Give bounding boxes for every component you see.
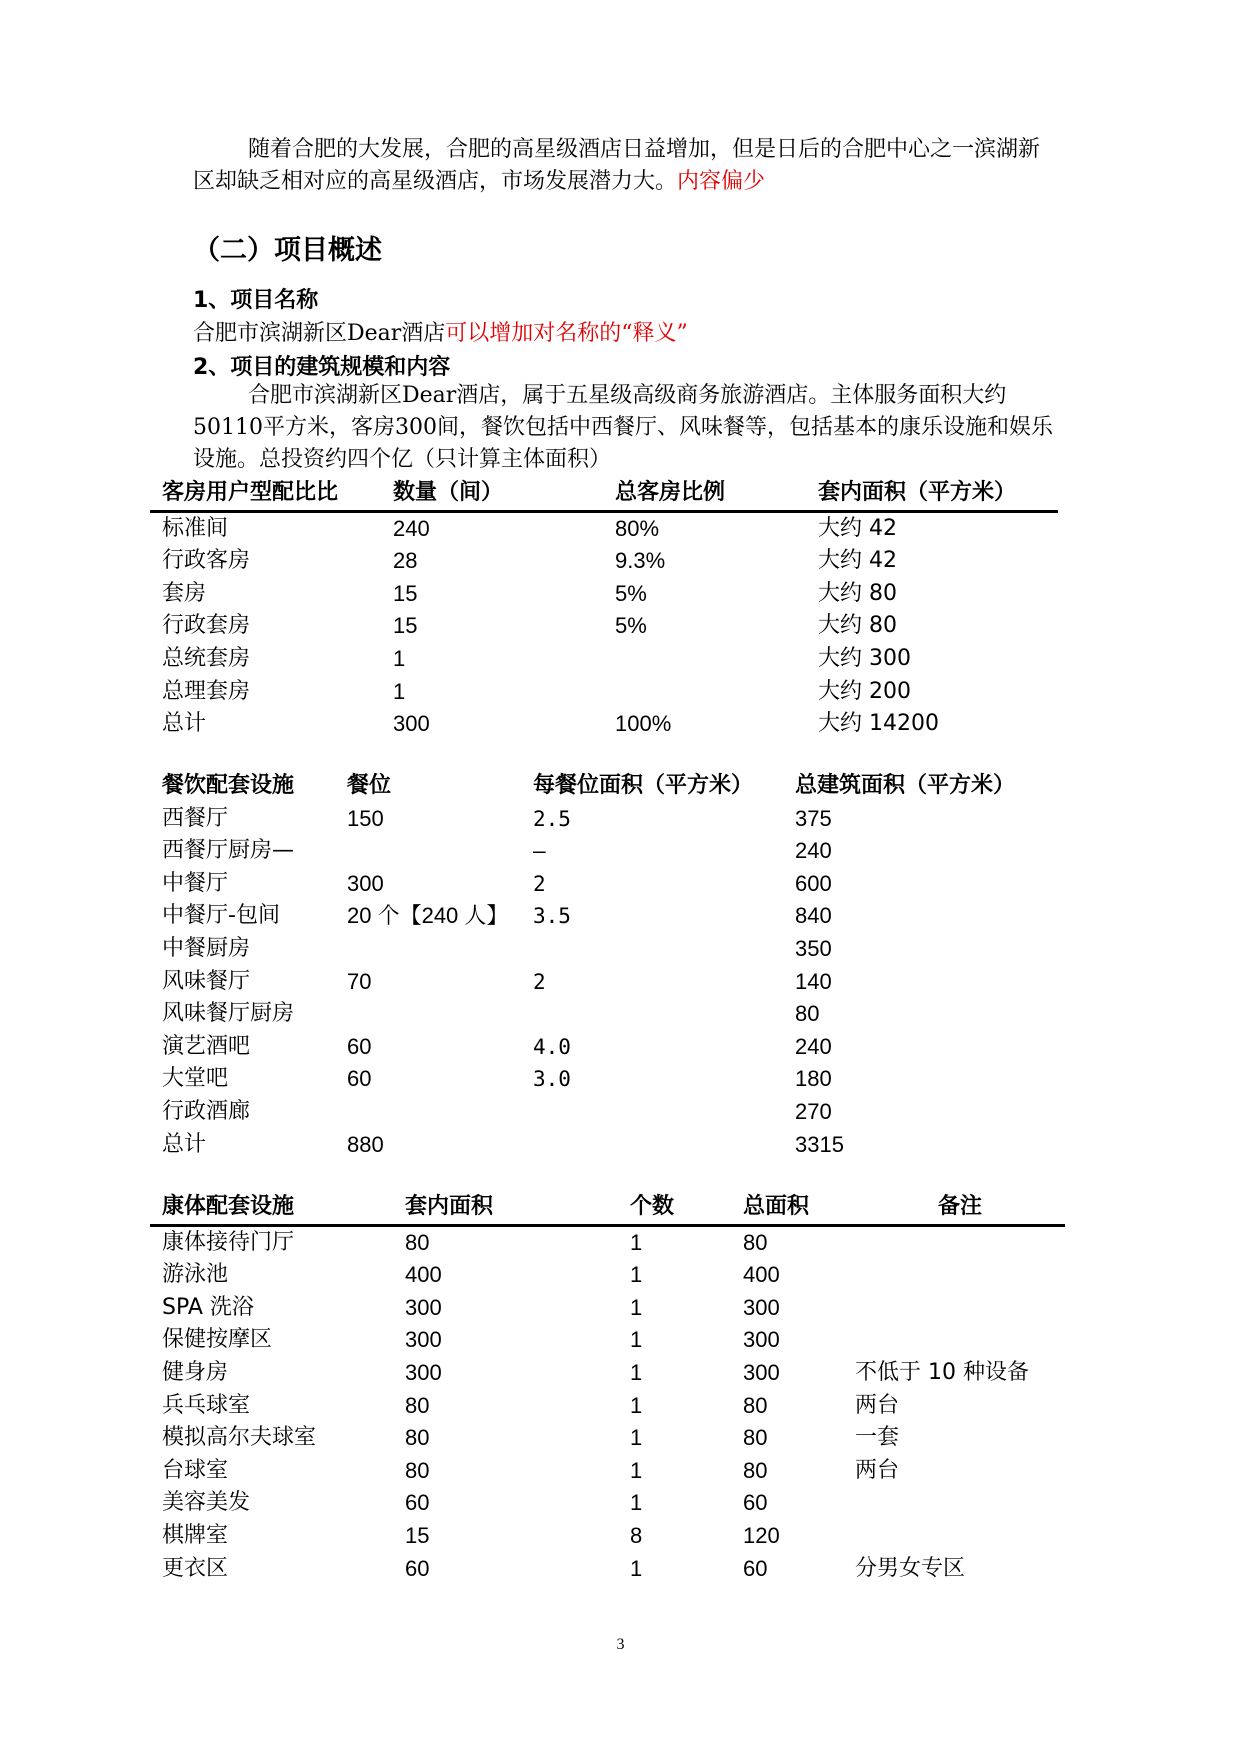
- table-cell: 大约 80: [818, 580, 897, 606]
- table-cell: 60: [405, 1555, 430, 1581]
- table-cell: [533, 933, 795, 966]
- table-cell: 1: [630, 1359, 643, 1385]
- table-cell: 80: [405, 1392, 430, 1418]
- table-row: [150, 545, 1058, 578]
- table-cell: [855, 1487, 1065, 1520]
- table-header-cell: 套内面积（平方米）: [818, 477, 1058, 511]
- subsection-title-name: 1、项目名称: [193, 288, 319, 313]
- table-cell: 5%: [615, 613, 647, 639]
- table-header-row: [150, 770, 1058, 803]
- table-cell: 总统套房: [162, 645, 251, 671]
- table-cell: 行政套房: [162, 613, 251, 639]
- scale-paragraph: [193, 380, 1058, 476]
- table-cell: 模拟高尔夫球室: [162, 1425, 317, 1451]
- table-cell: 240: [393, 515, 430, 541]
- table-cell: 1: [630, 1555, 643, 1581]
- subsection-title-scale: 2、项目的建筑规模和内容: [193, 355, 451, 380]
- table-row: [150, 835, 1058, 868]
- table-header-row: [150, 477, 1058, 511]
- table-cell: [855, 1225, 1065, 1259]
- table-cell: 5%: [615, 580, 647, 606]
- table-row: [150, 610, 1058, 643]
- table-cell: [533, 998, 795, 1031]
- table-cell: 80: [405, 1457, 430, 1483]
- table-cell: 1: [630, 1490, 643, 1516]
- table-cell: 300: [743, 1327, 780, 1353]
- intro-text: 随着合肥的大发展，合肥的高星级酒店日益增加，但是日后的合肥中心之一滨湖新区却缺乏相对应的高星级酒店，市场发展潜力大。: [193, 137, 1041, 194]
- table-row: [150, 1357, 1065, 1390]
- table-header-cell: 餐饮配套设施: [162, 773, 295, 798]
- table-cell: 100%: [615, 711, 672, 737]
- table-cell: 150: [347, 805, 384, 831]
- table-cell: 美容美发: [162, 1490, 251, 1516]
- table-cell: 演艺酒吧: [162, 1033, 251, 1059]
- table-cell: 350: [795, 935, 832, 961]
- table-cell: 80: [743, 1457, 768, 1483]
- rooms-table: [150, 477, 1058, 741]
- table-cell: 保健按摩区: [162, 1327, 273, 1353]
- table-row: [150, 868, 1058, 901]
- table-header-cell: 总客房比例: [615, 477, 818, 511]
- project-name-line: [193, 316, 688, 347]
- table-cell: 60: [405, 1490, 430, 1516]
- table-header-cell: 数量（间）: [393, 477, 615, 511]
- table-cell: [347, 998, 533, 1031]
- table-cell: 240: [795, 838, 832, 864]
- table-cell: [615, 643, 818, 676]
- table-cell: 300: [393, 711, 430, 737]
- table-cell: 大约 200: [818, 678, 911, 704]
- table-cell: 9.3%: [615, 548, 666, 574]
- table-cell: 3.0: [533, 1067, 571, 1092]
- table-cell: 120: [743, 1522, 780, 1548]
- table-cell: 80: [743, 1392, 768, 1418]
- review-comment: 内容偏少: [677, 169, 766, 194]
- table-cell: 15: [393, 613, 418, 639]
- table-cell: 一套: [855, 1425, 900, 1451]
- table-cell: 大约 14200: [818, 711, 939, 737]
- table-cell: 中餐厅: [162, 870, 229, 896]
- table-cell: 1: [393, 678, 406, 704]
- table-cell: [533, 1096, 795, 1129]
- table-cell: 康体接待门厅: [162, 1229, 295, 1255]
- table-cell: 两台: [855, 1457, 900, 1483]
- table-cell: [347, 933, 533, 966]
- table-row: [150, 1129, 1058, 1162]
- table-header-row: [150, 1191, 1065, 1225]
- table-cell: 28: [393, 548, 418, 574]
- review-comment: 可以增加对名称的“释义”: [445, 321, 688, 346]
- table-row: [150, 1390, 1065, 1423]
- table-cell: 300: [743, 1294, 780, 1320]
- table-cell: 60: [347, 1033, 372, 1059]
- page-number: 3: [616, 1636, 625, 1653]
- table-cell: 300: [743, 1359, 780, 1385]
- table-cell: 游泳池: [162, 1262, 229, 1288]
- table-cell: 中餐厅-包间: [162, 903, 280, 929]
- table-row: [150, 933, 1058, 966]
- table-cell: 1: [393, 645, 406, 671]
- table-row: [150, 1292, 1065, 1325]
- table-cell: 300: [347, 870, 384, 896]
- table-row: [150, 578, 1058, 611]
- table-cell: 大约 80: [818, 613, 897, 639]
- table-header-cell: 餐位: [347, 773, 392, 798]
- table-cell: 1: [630, 1457, 643, 1483]
- table-row: [150, 676, 1058, 709]
- table-cell: 4.0: [533, 1034, 571, 1059]
- table-cell: 300: [405, 1294, 442, 1320]
- intro-paragraph: [193, 134, 1058, 198]
- table-cell: 400: [743, 1262, 780, 1288]
- table-cell: 3.5: [533, 904, 571, 929]
- table-header-cell: 每餐位面积（平方米）: [533, 773, 754, 798]
- table-header-cell: 备注: [855, 1191, 1065, 1225]
- table-cell: 行政酒廊: [162, 1098, 251, 1124]
- table-cell: 1: [630, 1392, 643, 1418]
- table-cell: 套房: [162, 580, 207, 606]
- table-row: [150, 1422, 1065, 1455]
- table-cell: 总理套房: [162, 678, 251, 704]
- table-cell: 1: [630, 1294, 643, 1320]
- table-row: [150, 708, 1058, 741]
- table-cell: 1: [630, 1425, 643, 1451]
- table-row: [150, 998, 1058, 1031]
- table-cell: 240: [795, 1033, 832, 1059]
- table-cell: 两台: [855, 1392, 900, 1418]
- table-cell: 60: [743, 1490, 768, 1516]
- table-cell: 更衣区: [162, 1555, 229, 1581]
- table-cell: [855, 1259, 1065, 1292]
- table-header-cell: 康体配套设施: [150, 1191, 405, 1225]
- table-header-cell: 个数: [630, 1191, 743, 1225]
- table-row: [150, 1455, 1065, 1488]
- table-cell: 80: [405, 1425, 430, 1451]
- table-cell: 80: [743, 1425, 768, 1451]
- table-cell: 大堂吧: [162, 1066, 229, 1092]
- table-cell: 70: [347, 968, 372, 994]
- table-cell: 风味餐厅厨房: [162, 1001, 295, 1027]
- table-cell: 400: [405, 1262, 442, 1288]
- table-row: [150, 966, 1058, 999]
- table-row: [150, 1063, 1058, 1096]
- table-row: [150, 1096, 1058, 1129]
- table-cell: 840: [795, 903, 832, 929]
- table-cell: —: [533, 839, 546, 864]
- table-cell: [615, 676, 818, 709]
- table-cell: [855, 1324, 1065, 1357]
- table-cell: 大约 42: [818, 515, 897, 541]
- table-cell: 不低于 10 种设备: [855, 1359, 1029, 1385]
- table-cell: 880: [347, 1131, 384, 1157]
- table-row: [150, 1225, 1065, 1259]
- table-cell: 60: [743, 1555, 768, 1581]
- table-row: [150, 643, 1058, 676]
- table-cell: 80%: [615, 515, 660, 541]
- table-cell: 标准间: [162, 515, 229, 541]
- table-cell: 60: [347, 1066, 372, 1092]
- dining-table: [150, 770, 1058, 1161]
- table-row: [150, 1520, 1065, 1553]
- table-row: [150, 1324, 1065, 1357]
- table-cell: SPA 洗浴: [162, 1294, 254, 1320]
- table-cell: 西餐厅厨房—: [162, 838, 295, 864]
- table-row: [150, 803, 1058, 836]
- table-cell: 总计: [162, 1131, 207, 1157]
- table-cell: 中餐厨房: [162, 935, 251, 961]
- recreation-table: [150, 1191, 1065, 1585]
- table-cell: 20 个【240 人】: [347, 903, 509, 929]
- table-row: [150, 1031, 1058, 1064]
- section-title: （二）项目概述: [193, 235, 382, 266]
- table-cell: [855, 1520, 1065, 1553]
- table-cell: 风味餐厅: [162, 968, 251, 994]
- table-header-cell: 总建筑面积（平方米）: [795, 773, 1016, 798]
- table-cell: 8: [630, 1522, 643, 1548]
- table-cell: 大约 300: [818, 645, 911, 671]
- table-cell: 2.5: [533, 806, 571, 831]
- table-cell: 1: [630, 1327, 643, 1353]
- table-cell: 15: [393, 580, 418, 606]
- table-cell: 大约 42: [818, 548, 897, 574]
- table-header-cell: 总面积: [743, 1191, 855, 1225]
- table-cell: 分男女专区: [855, 1555, 966, 1581]
- project-name: 合肥市滨湖新区Dear酒店: [193, 321, 446, 346]
- table-cell: 西餐厅: [162, 805, 229, 831]
- table-cell: 180: [795, 1066, 832, 1092]
- table-cell: 80: [795, 1001, 820, 1027]
- table-cell: 80: [405, 1229, 430, 1255]
- table-cell: 2: [533, 969, 546, 994]
- scale-text: 合肥市滨湖新区Dear酒店，属于五星级高级商务旅游酒店。主体服务面积大约50110平方米，客房300间，餐饮包括中西餐厅、风味餐等，包括基本的康乐设施和娱乐设施。总投资约四个亿（只计算主体面积）: [193, 383, 1053, 472]
- table-cell: 140: [795, 968, 832, 994]
- table-cell: 2: [533, 871, 546, 896]
- table-cell: 1: [630, 1229, 643, 1255]
- table-cell: 兵乓球室: [162, 1392, 251, 1418]
- table-cell: [533, 1129, 795, 1162]
- table-cell: 600: [795, 870, 832, 896]
- table-cell: [347, 1096, 533, 1129]
- table-cell: 棋牌室: [162, 1522, 229, 1548]
- table-cell: 总计: [162, 711, 207, 737]
- table-cell: [347, 835, 533, 868]
- table-cell: 3315: [795, 1131, 844, 1157]
- table-row: [150, 900, 1058, 933]
- table-cell: 行政客房: [162, 548, 251, 574]
- table-cell: 300: [405, 1359, 442, 1385]
- table-cell: 300: [405, 1327, 442, 1353]
- table-row: [150, 511, 1058, 545]
- table-cell: 健身房: [162, 1359, 229, 1385]
- table-row: [150, 1553, 1065, 1586]
- table-cell: 1: [630, 1262, 643, 1288]
- table-cell: 270: [795, 1098, 832, 1124]
- table-header-cell: 套内面积: [405, 1191, 630, 1225]
- table-row: [150, 1259, 1065, 1292]
- table-row: [150, 1487, 1065, 1520]
- table-cell: 台球室: [162, 1457, 229, 1483]
- table-cell: 375: [795, 805, 832, 831]
- table-cell: 80: [743, 1229, 768, 1255]
- table-header-cell: 客房用户型配比比: [150, 477, 393, 511]
- table-cell: 15: [405, 1522, 430, 1548]
- table-cell: [855, 1292, 1065, 1325]
